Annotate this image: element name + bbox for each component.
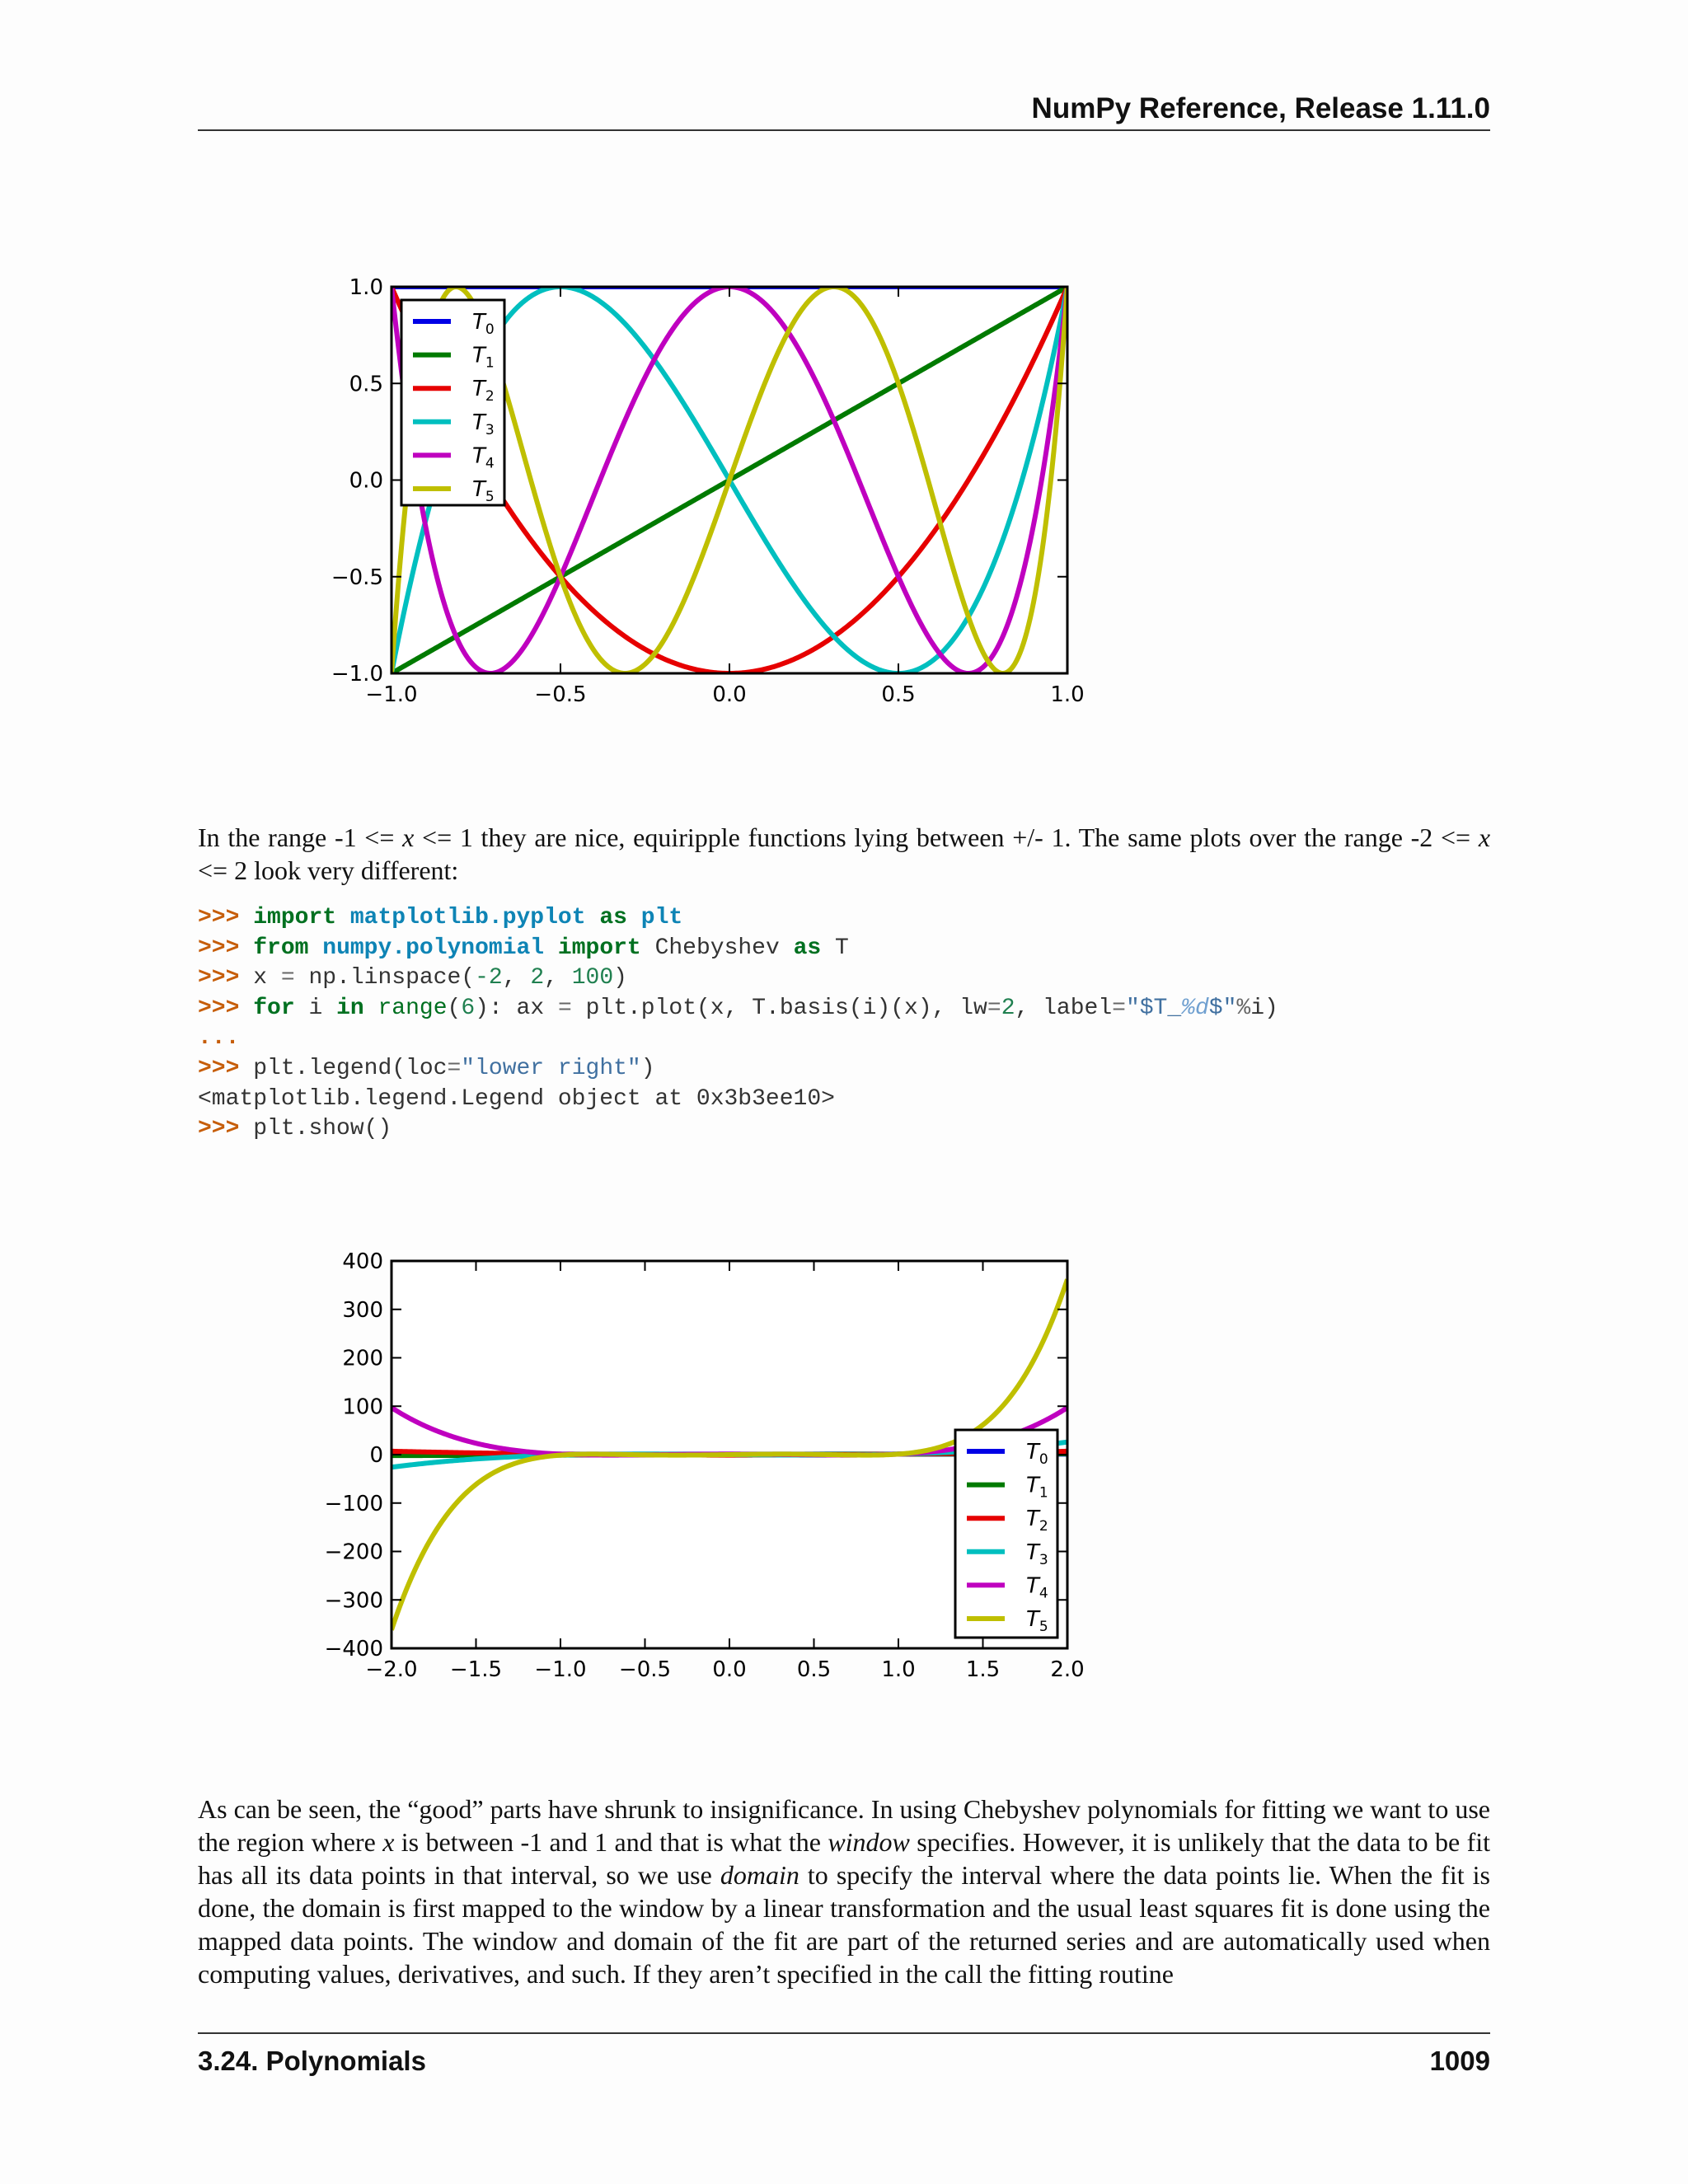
y-tick-label: −200 [324,1540,383,1565]
y-tick-label: 1.0 [349,275,383,300]
x-tick-label: −1.0 [365,682,418,707]
chebyshev-plot-range-1 [198,264,1187,725]
y-tick-label: 0.5 [349,372,383,397]
code-line-2: >>> from numpy.polynomial import Chebyshev as T [198,935,849,961]
y-tick-label: −400 [324,1637,383,1661]
legend-label-T2: $T_2$ [472,377,495,405]
running-header-title: NumPy Reference, Release 1.11.0 [1031,92,1490,124]
legend-label-T3: $T_3$ [1026,1540,1048,1568]
x-tick-label: −1.5 [449,1657,503,1682]
x-tick-label: −0.5 [534,682,587,707]
y-tick-label: 400 [342,1249,383,1274]
x-tick-label: 1.5 [965,1657,1001,1682]
x-tick-label: 1.0 [1050,682,1085,707]
code-line-3: >>> x = np.linspace(-2, 2, 100) [198,965,627,991]
code-line-4: >>> for i in range(6): ax = plt.plot(x, T.basis(i)(x), lw=2, label="$T_%d$"%i) [198,995,1278,1021]
legend-label-T0: $T_0$ [472,310,495,338]
y-tick-label: 100 [342,1394,383,1420]
footer-section: 3.24. Polynomials [198,2046,426,2076]
legend [955,1430,1057,1638]
y-tick-label: 0.0 [349,468,383,494]
y-tick-label: −0.5 [331,565,383,590]
y-tick-label: −300 [324,1588,383,1614]
code-line-1: >>> import matplotlib.pyplot as plt [198,905,683,930]
legend-label-T1: $T_1$ [472,343,495,372]
code-output-line: <matplotlib.legend.Legend object at 0x3b3ee10> [198,1085,835,1112]
y-tick-label: 300 [342,1297,383,1323]
legend-label-T4: $T_4$ [1026,1573,1048,1602]
legend-label-T1: $T_1$ [1026,1473,1048,1502]
legend-label-T5: $T_5$ [1026,1607,1048,1635]
x-tick-label: 0.0 [712,1657,747,1682]
x-tick-label: 1.0 [881,1657,916,1682]
code-block [198,903,1490,1145]
x-tick-label: 0.5 [796,1657,832,1682]
y-tick-label: −1.0 [331,662,383,687]
paragraph-range-description: In the range -1 <= x <= 1 they are nice, equiripple functions lying between +/- 1. The same plots over the range -2 <= x <= 2 look very different: [198,823,1491,885]
x-tick-label: −2.0 [365,1657,418,1682]
footer-page-number: 1009 [1429,2046,1490,2076]
paragraph-fitting-description: As can be seen, the “good” parts have shrunk to insignificance. In using Chebyshev polynomials for fitting we want to use the region where x is between -1 and 1 and that is what the window specifies. However, it is unlikely that the data to be fit has all its data points in that interval, so we use domain to specify the interval where the data points lie. When the fit is done, the domain is first mapped to the window by a linear transformation and the usual least squares fit is done using the mapped data points. The window and domain of the fit are part of the returned series and are automatically used when computing values, derivatives, and such. If they aren’t specified in the call the fitting routine [198,1794,1491,1989]
legend-label-T0: $T_0$ [1026,1440,1048,1468]
legend [401,300,504,505]
chebyshev-plot-range-2 [198,1236,1187,1698]
legend-label-T3: $T_3$ [472,410,495,438]
code-line-5: ... [198,1025,240,1052]
code-line-6: >>> plt.legend(loc="lower right") [198,1055,655,1081]
x-tick-label: 0.0 [712,682,747,707]
x-tick-label: −0.5 [618,1657,672,1682]
legend-label-T5: $T_5$ [472,477,495,505]
footer-rule [198,2032,1490,2034]
y-tick-label: 0 [369,1443,383,1468]
x-tick-label: −1.0 [534,1657,587,1682]
legend-label-T4: $T_4$ [472,443,495,472]
code-line-8: >>> plt.show() [198,1116,392,1142]
x-tick-label: 0.5 [881,682,916,707]
header-rule [198,129,1490,131]
y-tick-label: 200 [342,1346,383,1371]
legend-label-T2: $T_2$ [1026,1507,1048,1535]
x-tick-label: 2.0 [1050,1657,1085,1682]
y-tick-label: −100 [324,1491,383,1516]
